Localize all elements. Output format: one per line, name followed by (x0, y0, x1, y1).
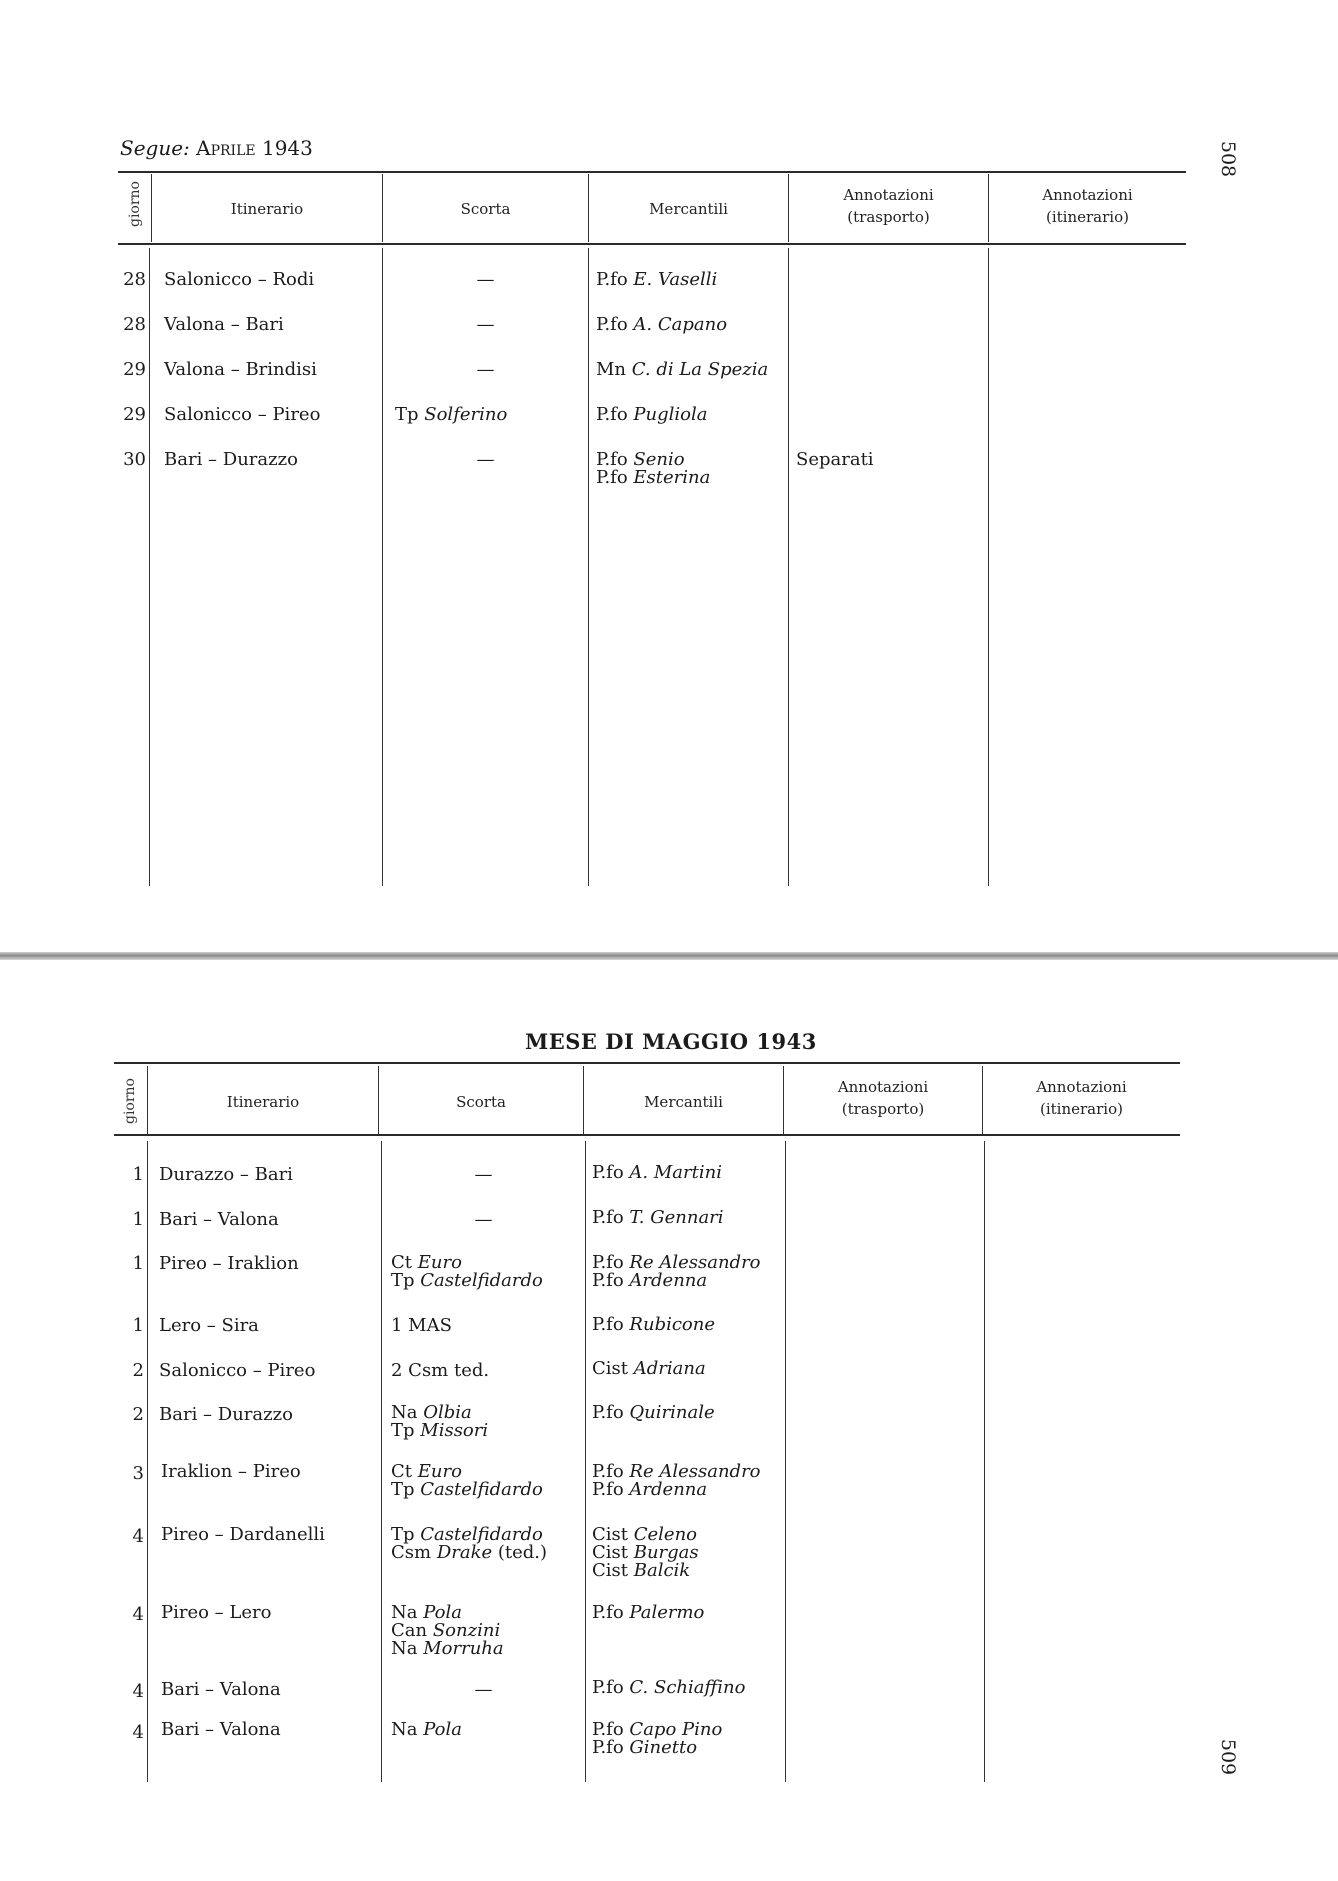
merc-name: A. Martini (629, 1162, 722, 1183)
heading-month: Aprile 1943 (196, 136, 313, 160)
merc-name: Ardenna (629, 1479, 708, 1500)
merc-name: A. Capano (633, 314, 728, 335)
day: 29 (123, 359, 146, 380)
mercantile (592, 1164, 722, 1182)
scorta-name: Missori (420, 1420, 489, 1441)
scorta-name: Pola (423, 1719, 462, 1740)
merc-prefix: P.fo (592, 1479, 624, 1500)
day: 28 (123, 314, 146, 335)
scorta-prefix: Na (391, 1402, 418, 1423)
merc-prefix: Cist (592, 1358, 628, 1379)
day: 4 (132, 1604, 144, 1625)
merc-prefix: P.fo (592, 1677, 624, 1698)
merc-prefix: P.fo (596, 314, 628, 335)
merc-prefix: P.fo (596, 449, 628, 470)
scorta: — (476, 359, 495, 380)
top-table-header-rule (118, 243, 1186, 245)
day: 4 (132, 1526, 144, 1547)
top-heading (120, 136, 313, 160)
mercantile (592, 1209, 724, 1227)
day: 1 (132, 1164, 144, 1185)
top-header-ann-itinerario (989, 184, 1186, 228)
scorta-prefix: Can (391, 1620, 428, 1641)
merc-prefix: P.fo (592, 1737, 624, 1758)
merc-prefix: P.fo (592, 1602, 624, 1623)
day: 4 (132, 1722, 144, 1743)
scorta-name: Castelfidardo (420, 1524, 543, 1545)
top-body-sep-3 (588, 248, 589, 886)
scorta: — (474, 1164, 493, 1185)
route: Pireo – Dardanelli (161, 1524, 325, 1545)
scorta: — (476, 449, 495, 470)
scorta-name: Pola (423, 1602, 462, 1623)
scorta-name: Castelfidardo (420, 1479, 543, 1500)
bottom-header-ann-itinerario-2: (itinerario) (1040, 1100, 1123, 1118)
route: Salonicco – Pireo (159, 1360, 316, 1381)
merc-name: Pugliola (633, 404, 708, 425)
merc-name: E. Vaselli (633, 269, 718, 290)
scorta-name: Euro (417, 1252, 462, 1273)
scorta-suffix: (ted.) (492, 1542, 548, 1563)
scorta-prefix: Na (391, 1638, 418, 1659)
bottom-header-scorta: Scorta (456, 1093, 506, 1111)
mercantile (596, 361, 768, 379)
merc-prefix: P.fo (592, 1207, 624, 1228)
top-header-mercantili: Mercantili (649, 200, 728, 218)
merc-name: Senio (633, 449, 685, 470)
heading-prefix: Segue: (120, 136, 190, 160)
merc-prefix: P.fo (596, 404, 628, 425)
merc-prefix: P.fo (596, 269, 628, 290)
day: 3 (132, 1463, 144, 1484)
merc-name: Capo Pino (629, 1719, 723, 1740)
scorta-prefix: Tp (391, 1479, 415, 1500)
mercantile (592, 1316, 715, 1334)
scorta-name: Olbia (423, 1402, 472, 1423)
scorta-prefix: Na (391, 1719, 418, 1740)
bottom-header-ann-itinerario-1: Annotazioni (1036, 1078, 1127, 1096)
merc-name: Ardenna (629, 1270, 708, 1291)
mercantile (592, 1739, 697, 1757)
route: Valona – Brindisi (164, 359, 317, 380)
merc-prefix: P.fo (592, 1314, 624, 1335)
scorta (395, 406, 507, 424)
mercantile (592, 1360, 706, 1378)
route: Pireo – Iraklion (159, 1253, 299, 1274)
scorta-prefix: Tp (395, 404, 419, 425)
merc-prefix: Mn (596, 359, 627, 380)
top-table-top-rule (118, 171, 1186, 173)
merc-name: Palermo (629, 1602, 705, 1623)
top-header-giorno: giorno (127, 181, 143, 228)
day: 28 (123, 269, 146, 290)
bottom-header-ann-trasporto-1: Annotazioni (837, 1078, 929, 1096)
scorta-name: Sonzini (432, 1620, 501, 1641)
route: Valona – Bari (164, 314, 284, 335)
day: 1 (132, 1315, 144, 1336)
scorta-prefix: Tp (391, 1270, 415, 1291)
day: 2 (132, 1404, 144, 1425)
mercantile (592, 1604, 704, 1622)
merc-name: C. di La Spezia (631, 359, 769, 380)
bottom-header-giorno: giorno (122, 1078, 138, 1125)
route: Pireo – Lero (161, 1602, 272, 1623)
scorta (391, 1640, 504, 1658)
scorta-name: Euro (417, 1461, 462, 1482)
top-body-sep-2 (382, 248, 383, 886)
top-header-ann-trasporto (789, 184, 988, 228)
bottom-body-sep-1 (147, 1141, 148, 1782)
day: 29 (123, 404, 146, 425)
bottom-header-ann-itinerario (983, 1076, 1180, 1120)
page-divider (0, 952, 1338, 960)
scorta-prefix: Ct (391, 1461, 413, 1482)
scorta: 1 MAS (391, 1315, 452, 1336)
merc-prefix: P.fo (592, 1270, 624, 1291)
mercantile (596, 469, 710, 487)
merc-name: Ginetto (629, 1737, 698, 1758)
bottom-table-header-rule (114, 1134, 1180, 1136)
top-body-sep-4 (788, 248, 789, 886)
scorta (391, 1544, 547, 1562)
bottom-header-mercantili: Mercantili (644, 1093, 723, 1111)
day: 4 (132, 1681, 144, 1702)
scorta-name: Drake (436, 1542, 493, 1563)
mercantile (596, 271, 717, 289)
top-header-ann-itinerario-1: Annotazioni (1042, 186, 1133, 204)
top-header-ann-trasporto-1: Annotazioni (843, 186, 934, 204)
scorta: — (474, 1209, 493, 1230)
scorta-prefix: Tp (391, 1524, 415, 1545)
scorta: 2 Csm ted. (391, 1360, 490, 1381)
route: Lero – Sira (159, 1315, 259, 1336)
day: 2 (132, 1360, 144, 1381)
merc-name: Rubicone (629, 1314, 716, 1335)
merc-prefix: P.fo (592, 1252, 624, 1273)
merc-prefix: P.fo (592, 1162, 624, 1183)
mercantile (592, 1562, 690, 1580)
merc-name: Burgas (633, 1542, 699, 1563)
top-header-ann-itinerario-2: (itinerario) (1046, 208, 1129, 226)
page-number-bottom: 509 (1217, 1738, 1240, 1776)
top-body-sep-1 (149, 248, 150, 886)
mercantile (596, 406, 708, 424)
bottom-table-top-rule (114, 1062, 1180, 1064)
merc-prefix: P.fo (596, 467, 628, 488)
merc-name: Quirinale (629, 1402, 715, 1423)
scorta-name: Castelfidardo (420, 1270, 543, 1291)
route: Bari – Valona (159, 1209, 279, 1230)
scorta (391, 1272, 543, 1290)
day: 30 (123, 449, 146, 470)
scorta (391, 1721, 462, 1739)
route: Iraklion – Pireo (161, 1461, 301, 1482)
mercantile (592, 1481, 707, 1499)
mercantile (596, 316, 727, 334)
scorta-prefix: Ct (391, 1252, 413, 1273)
top-header-scorta: Scorta (460, 200, 511, 218)
route: Bari – Durazzo (164, 449, 298, 470)
mercantile (592, 1404, 715, 1422)
route: Salonicco – Rodi (164, 269, 315, 290)
route: Salonicco – Pireo (164, 404, 321, 425)
merc-prefix: Cist (592, 1524, 628, 1545)
day: 1 (132, 1253, 144, 1274)
scorta: — (476, 314, 495, 335)
scorta (391, 1481, 543, 1499)
month-title: MESE DI MAGGIO 1943 (525, 1029, 817, 1054)
route: Bari – Valona (161, 1719, 281, 1740)
merc-prefix: P.fo (592, 1402, 624, 1423)
merc-prefix: Cist (592, 1542, 628, 1563)
scorta (391, 1422, 488, 1440)
merc-name: Adriana (633, 1358, 706, 1379)
scorta-name: Morruha (423, 1638, 504, 1659)
merc-name: C. Schiaffino (629, 1677, 746, 1698)
top-header-itinerario: Itinerario (230, 200, 304, 218)
bottom-body-sep-4 (785, 1141, 786, 1782)
scorta-prefix: Na (391, 1602, 418, 1623)
merc-name: Balcik (633, 1560, 691, 1581)
bottom-body-sep-3 (585, 1141, 586, 1782)
route: Bari – Durazzo (159, 1404, 293, 1425)
merc-name: T. Gennari (629, 1207, 724, 1228)
merc-name: Re Alessandro (629, 1461, 761, 1482)
mercantile (592, 1272, 707, 1290)
scorta-prefix: Csm (391, 1542, 432, 1563)
merc-prefix: P.fo (592, 1719, 624, 1740)
merc-prefix: Cist (592, 1560, 628, 1581)
bottom-header-ann-trasporto (784, 1076, 982, 1120)
scorta-prefix: Tp (391, 1420, 415, 1441)
route: Bari – Valona (161, 1679, 281, 1700)
scorta-name: Solferino (424, 404, 508, 425)
top-header-ann-trasporto-2: (trasporto) (847, 208, 930, 226)
bottom-header-ann-trasporto-2: (trasporto) (841, 1100, 925, 1118)
merc-name: Esterina (633, 467, 711, 488)
annotation: Separati (796, 449, 874, 470)
merc-name: Celeno (633, 1524, 697, 1545)
bottom-header-itinerario: Itinerario (226, 1093, 300, 1111)
merc-prefix: P.fo (592, 1461, 624, 1482)
day: 1 (132, 1209, 144, 1230)
bottom-body-sep-5 (984, 1141, 985, 1782)
top-body-sep-5 (988, 248, 989, 886)
page-number-top: 508 (1217, 140, 1240, 178)
merc-name: Re Alessandro (629, 1252, 761, 1273)
scorta: — (474, 1679, 493, 1700)
mercantile (592, 1679, 745, 1697)
scorta: — (476, 269, 495, 290)
route: Durazzo – Bari (159, 1164, 293, 1185)
